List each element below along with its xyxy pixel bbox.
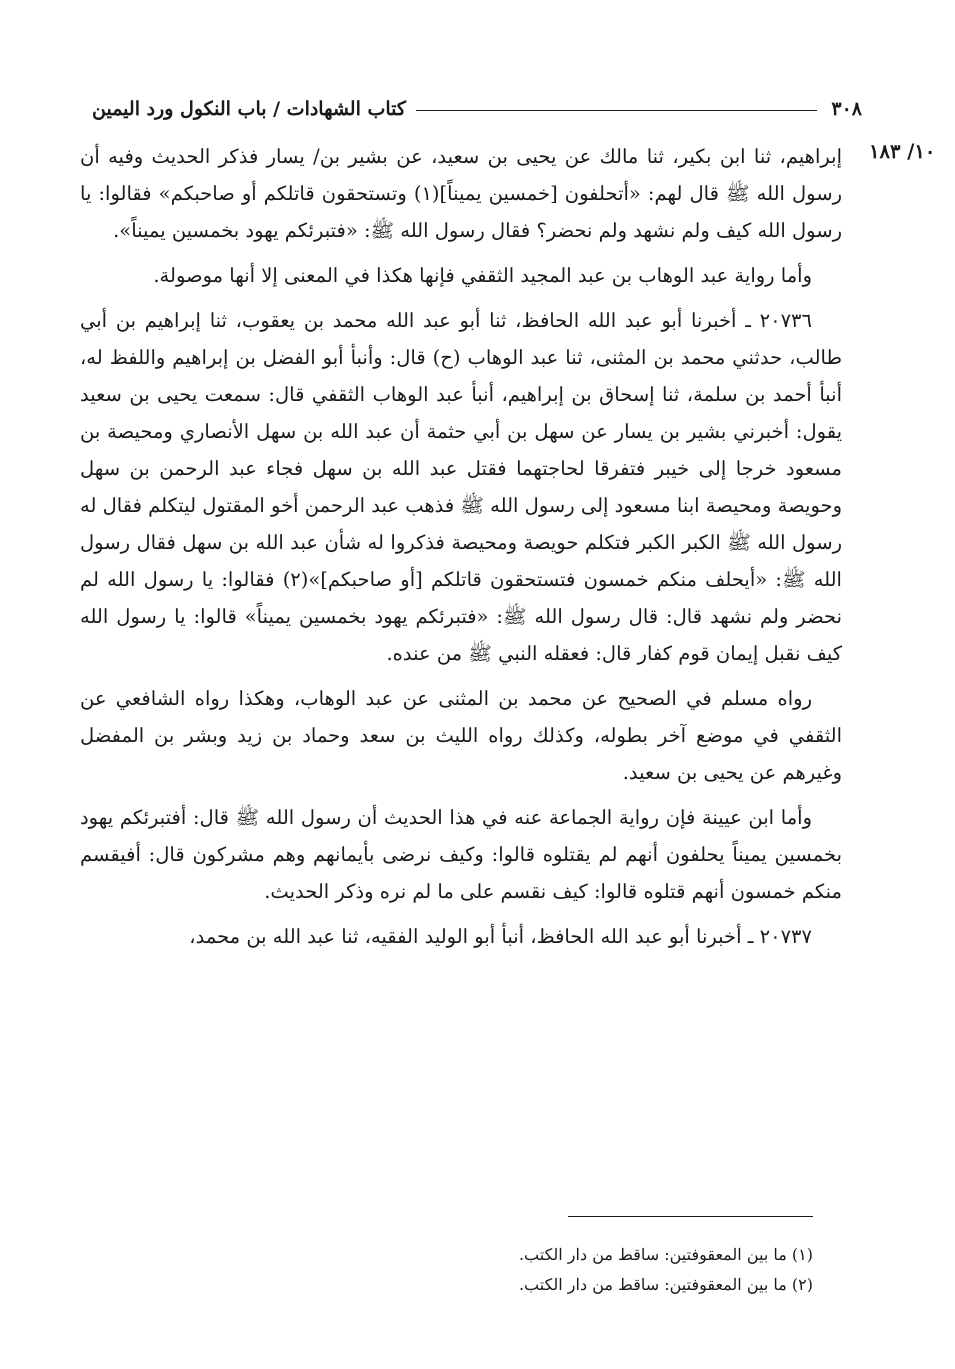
paragraph: وأما رواية عبد الوهاب بن عبد المجيد الثقفي فإنها هكذا في المعنى إلا أنها موصولة. (153, 264, 812, 287)
footnote-divider (568, 1216, 813, 1217)
header-rule (416, 110, 817, 111)
paragraph: ٢٠٧٣٧ ـ أخبرنا أبو عبد الله الحافظ، أنبأ أبو الوليد الفقيه، ثنا عبد الله بن محمد، (189, 925, 812, 948)
main-text (80, 138, 842, 963)
footnotes (113, 1240, 813, 1300)
footnote: (٢) ما بين المعقوفتين: ساقط من دار الكتب. (518, 1275, 813, 1294)
running-title: كتاب الشهادات / باب النكول ورد اليمين (92, 98, 406, 120)
paragraph: رواه مسلم في الصحيح عن محمد بن المثنى عن عبد الوهاب، وهكذا رواه الشافعي عن الثقفي في موضع آخر بطوله، وكذلك رواه الليث بن سعد وحماد بن زيد وبشر بن المفضل وغيرهم عن يحيى بن سعيد. (80, 687, 842, 784)
paragraph: إبراهيم، ثنا ابن بكير، ثنا مالك عن يحيى بن سعيد، عن بشير بن/ يسار فذكر الحديث وفيه أن رسول الله ﷺ قال لهم: «أتحلفون [خمسين يميناً](١) وتستحقون قاتلكم أو صاحبكم» فقالوا: يا رسول الله كيف ولم نشهد ولم نحضر؟ فقال رسول الله ﷺ: «فتبرئكم يهود بخمسين يميناً». (80, 145, 843, 242)
footnote: (١) ما بين المعقوفتين: ساقط من دار الكتب. (518, 1245, 813, 1264)
margin-reference: ١٠/ ١٨٣ (869, 140, 936, 163)
paragraph: وأما ابن عيينة فإن رواية الجماعة عنه في هذا الحديث أن رسول الله ﷺ قال: أفتبرئكم يهود بخمسين يميناً يحلفون أنهم لم يقتلوه قالوا: وكيف نرضى بأيمانهم وهم مشركون قال: أفيقسم منكم خمسون أنهم قتلوه قالوا: كيف نقسم على ما لم نره وذكر الحديث. (80, 806, 842, 903)
page-header (92, 86, 862, 120)
page-number: ٣٠٨ (831, 98, 862, 120)
paragraph: ٢٠٧٣٦ ـ أخبرنا أبو عبد الله الحافظ، ثنا أبو عبد الله محمد بن يعقوب، ثنا إبراهيم بن أبي طالب، حدثني محمد بن المثنى، ثنا عبد الوهاب (ح) قال: وأنبأ أبو الفضل بن إبراهيم واللفظ له، أنبأ أحمد بن سلمة، ثنا إسحاق بن إبراهيم، أنبأ عبد الوهاب الثقفي قال: سمعت يحيى بن سعيد يقول: أخبرني بشير بن يسار عن سهل بن أبي حثمة أن عبد الله بن سهل الأنصاري ومحيصة بن مسعود خرجا إلى خيبر فتفرقا لحاجتهما فقتل عبد الله بن سهل فجاء عبد الرحمن بن سهل وحويصة ومحيصة ابنا مسعود إلى رسول الله ﷺ فذهب عبد الرحمن أخو المقتول ليتكلم فقال له رسول الله ﷺ الكبر الكبر فتكلم حويصة ومحيصة فذكروا له شأن عبد الله بن سهل فقال رسول الله ﷺ: «أيحلف منكم خمسون فتستحقون قاتلكم [أو صاحبكم]»(٢) فقالوا: يا رسول الله لم نحضر ولم نشهد قال: قال رسول الله ﷺ: «فتبرئكم يهود بخمسين يميناً» قالوا: يا رسول الله كيف نقبل إيمان قوم كفار قال: فعقله النبي ﷺ من عنده. (80, 309, 842, 665)
